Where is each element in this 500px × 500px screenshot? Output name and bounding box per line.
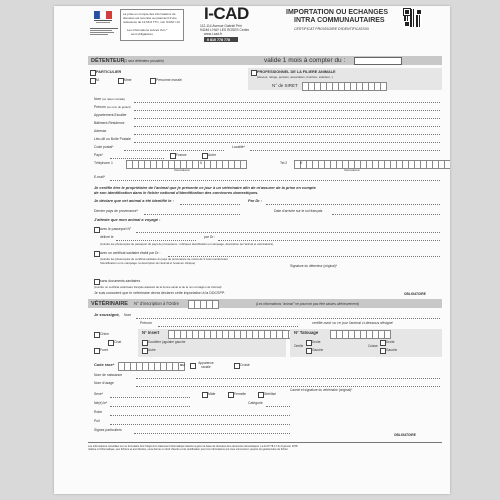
sans-documents-label: sans documents sanitaires bbox=[100, 279, 141, 283]
field-nom-label: Nom bbox=[94, 97, 102, 101]
sterilise-label: Stérilisé bbox=[264, 392, 277, 396]
nom-naissance-label: Nom de naissance bbox=[94, 373, 123, 377]
oreille-label: Oreille bbox=[294, 344, 304, 348]
tel2-label: Tel.2 bbox=[280, 161, 288, 165]
cachet-obligatoire: OBLIGATOIRE bbox=[394, 433, 416, 437]
sanitaire-note-1: (Joindre les photocopies du certificat sanitaire du pays de provenance de moins de 3 mois mentionnant bbox=[100, 257, 228, 261]
autre-pays-label: Autre bbox=[208, 153, 217, 157]
femelle-label: Femelle bbox=[234, 392, 247, 396]
batiment-input[interactable] bbox=[134, 126, 440, 127]
field-prenom-note: (ou nom du gérant) bbox=[106, 105, 131, 109]
vet-prenom-input[interactable] bbox=[158, 326, 298, 327]
nom-usage-input[interactable] bbox=[136, 386, 440, 387]
sans-documents-note: (Joindre un certificat vétérinaire français attestant de la bonne santé et de la non contagion de l'animal) bbox=[94, 285, 222, 289]
import-certificate-form bbox=[54, 6, 450, 494]
republic-logo bbox=[92, 10, 114, 24]
nom-naissance-input[interactable] bbox=[136, 378, 440, 379]
oreille-droite-label: Droite bbox=[312, 340, 321, 344]
siret-label: N° de SIRET bbox=[272, 83, 298, 88]
par-dr2-input[interactable] bbox=[218, 240, 440, 241]
phone-badge bbox=[204, 37, 238, 42]
signes-particuliers-input[interactable] bbox=[134, 433, 290, 434]
date-arrivee-label: Date d'arrivée sur le sol français bbox=[274, 209, 323, 213]
ne-le-input[interactable] bbox=[110, 406, 190, 407]
info-line-5: sont obligatoires bbox=[131, 32, 153, 36]
passeport-note: (Joindre les photocopies du passeport du pays de provenance : rubriques identification et marquage, description de l'animal et vaccinations) bbox=[100, 242, 274, 246]
sanitaire-note-2: l'identification ou le marquage, la description de l'animal et l'examen clinique) bbox=[100, 261, 196, 265]
dernier-pays-input[interactable] bbox=[144, 214, 240, 215]
field-nom bbox=[94, 97, 125, 101]
ordre-label: N° d'inscription à l'Ordre bbox=[134, 301, 179, 306]
phone-number: 0 810 778 778 bbox=[207, 37, 230, 42]
footer-line-1: Les informations recueillies sur ce formulaire font l'objet d'un traitement informatique destiné à gérer la base de données des carnivores domestiques. La loi N°78-17 du 6 janvier 1978 bbox=[88, 445, 298, 448]
info-line-4: Les informations suivies d'un * bbox=[127, 28, 168, 32]
sexe-input[interactable] bbox=[110, 397, 190, 398]
telephone2-zero: 0 bbox=[300, 160, 303, 165]
veterinaire-band bbox=[88, 299, 442, 308]
form-title-line2: INTRA COMMUNAUTAIRES bbox=[294, 17, 385, 24]
certif-line-2: de son identification dans le fichier national d'identification des carnivores domestiques. bbox=[94, 190, 259, 195]
code-postal-input[interactable] bbox=[124, 150, 224, 151]
qr-code-icon bbox=[404, 9, 422, 27]
field-lieu-dit: Lieu-dit ou Boîte Postale bbox=[94, 137, 131, 141]
atteste-label: J'atteste que mon animal a voyagé : bbox=[94, 217, 161, 222]
poil-label: Poil bbox=[94, 419, 100, 423]
dernier-pays-label: Dernier pays de provenance* bbox=[94, 209, 138, 213]
particulier-label: PARTICULIER bbox=[96, 70, 122, 74]
nom-input[interactable] bbox=[134, 102, 440, 103]
field-pays: Pays* bbox=[94, 153, 103, 157]
icad-logo: I-CAD bbox=[204, 6, 249, 23]
soussigne-label: Je soussigné, bbox=[94, 312, 120, 317]
field-appartement: Appartement-Escalier bbox=[94, 113, 127, 117]
vet-prenom-label: Prénom bbox=[140, 321, 152, 325]
info-line-3: redevance de 12,66 € TTC, voir ICOM I.13. bbox=[123, 20, 181, 24]
localite-input[interactable] bbox=[250, 150, 440, 151]
telephone1-zero: 0 bbox=[200, 160, 203, 165]
appartement-input[interactable] bbox=[134, 118, 440, 119]
par-dr2-label: par Dr : bbox=[204, 235, 216, 239]
footer-line-2: relative à l'informatique, aux fichiers et aux libertés, vous donne un droit d'accès et de rectification pour les informations qui vous concernent, auprès du gestionnaire du fichier. bbox=[88, 448, 289, 451]
certif-line-1: Je certifie être le propriétaire de l'animal que je présente ce jour à un vétérinaire afin de m'assurer de la prise en compte bbox=[94, 185, 316, 190]
sexe-label: Sexe* bbox=[94, 392, 104, 396]
insert-cells[interactable] bbox=[168, 330, 307, 337]
furet-label: Furet bbox=[100, 348, 108, 352]
nom-usage-label: Nom d'usage bbox=[94, 381, 114, 385]
code-race-label: Code race* bbox=[94, 362, 115, 367]
field-nom-note: (ou raison sociale) bbox=[102, 97, 125, 101]
info-line-2: données est soumise au paiement d'une bbox=[123, 16, 177, 20]
detenteur-note: (1 seul détenteur possible) bbox=[124, 58, 164, 63]
validity-text: valide 1 mois à compter du : bbox=[264, 57, 346, 64]
field-prenom bbox=[94, 105, 131, 109]
cachet-field[interactable] bbox=[288, 392, 440, 432]
delivre-input[interactable] bbox=[116, 240, 196, 241]
field-batiment: Bâtiment-Résidence bbox=[94, 121, 125, 125]
certifie-text: certifie avoir vu ce jour l'animal ci-dessous désigné bbox=[312, 321, 393, 325]
chat-label: Chat bbox=[114, 340, 122, 344]
validity-date-field[interactable] bbox=[354, 57, 402, 65]
telephone2-cells[interactable] bbox=[294, 160, 450, 167]
form-title-line1: IMPORTATION OU ECHANGES bbox=[286, 9, 389, 16]
mme-label: Mme bbox=[124, 78, 132, 82]
email-input[interactable] bbox=[110, 180, 440, 181]
certificat-sanitaire-label: avec un certificat sanitaire établi par Dr : bbox=[100, 251, 161, 255]
par-dr-input[interactable] bbox=[266, 204, 440, 205]
address-line-1: 112-114 Avenue Gabriel Péri bbox=[200, 24, 242, 28]
apparence-label: Apparence raciale bbox=[198, 361, 214, 369]
robe-label: Robe bbox=[94, 410, 103, 414]
gouttiere-label: Gouttière jugulaire gauche bbox=[148, 340, 186, 344]
signes-particuliers-label: Signes particuliers bbox=[94, 428, 122, 432]
cuisse-droite-label: Droite bbox=[386, 340, 395, 344]
tatouage-label: N° Tatouage bbox=[294, 330, 319, 335]
ordre-cells[interactable] bbox=[188, 300, 219, 307]
declare-date-input[interactable] bbox=[180, 204, 240, 205]
lieu-dit-input[interactable] bbox=[134, 142, 440, 143]
professionnel-note: (éleveur, refuge, pension, association, fourrière, toiletteur...) bbox=[257, 75, 334, 79]
vet-nom-input[interactable] bbox=[136, 318, 440, 319]
cachet-label: Cachet et signature du vétérinaire (original)* bbox=[290, 388, 353, 392]
m-label: M. bbox=[96, 78, 100, 82]
localite-label: Localité* bbox=[232, 145, 246, 149]
pays-input[interactable] bbox=[110, 158, 164, 159]
cuisse-gauche-label: Gauche bbox=[386, 348, 398, 352]
address-line-3: www.i-cad.fr bbox=[204, 32, 222, 36]
chien-label: Chien bbox=[100, 332, 109, 336]
footer-rule bbox=[88, 442, 442, 443]
telephone1-cells[interactable] bbox=[126, 160, 247, 167]
personne-morale-label: Personne morale bbox=[156, 78, 182, 82]
detenteur-title: DÉTENTEUR bbox=[91, 57, 125, 64]
ou-label: ou bbox=[180, 362, 185, 367]
passeport-input[interactable] bbox=[136, 232, 440, 233]
field-adresse: Adresse bbox=[94, 129, 107, 133]
field-prenom-label: Prénom bbox=[94, 105, 106, 109]
cuisse-label: Cuisse bbox=[368, 344, 378, 348]
siret-cells[interactable] bbox=[302, 82, 387, 89]
info-line-1: La prise en compte des informations de bbox=[123, 12, 176, 16]
info-box bbox=[120, 9, 184, 41]
france-label: France bbox=[176, 153, 187, 157]
field-telephone1: Téléphone 1 bbox=[94, 161, 113, 165]
form-subtitle: CERTIFICAT PROVISOIRE D'IDENTIFICATION bbox=[294, 27, 369, 31]
code-race-cells[interactable] bbox=[118, 362, 185, 369]
ne-le-label: Né(e) le* bbox=[94, 401, 108, 405]
email-label: E-mail* bbox=[94, 175, 105, 179]
vet-mention: (Les informations "animal" ne pourront pas être saisies ultérieurement) bbox=[256, 301, 359, 306]
signature-detenteur-label: Signature du détenteur (original)* bbox=[290, 264, 337, 268]
signature-obligatoire: OBLIGATOIRE bbox=[404, 292, 426, 296]
categorie-label: Catégorie bbox=[248, 401, 263, 405]
detenteur-band bbox=[88, 56, 442, 65]
adresse-input[interactable] bbox=[134, 134, 440, 135]
date-arrivee-input[interactable] bbox=[332, 214, 440, 215]
male-label: Mâle bbox=[208, 392, 216, 396]
vet-nom-label: Nom bbox=[124, 313, 132, 317]
insert-autre-label: Autre bbox=[148, 348, 156, 352]
prenom-input[interactable] bbox=[134, 110, 440, 111]
poil-input[interactable] bbox=[110, 424, 290, 425]
telephone2-international: International bbox=[344, 168, 360, 172]
tatouage-cells[interactable] bbox=[330, 330, 391, 337]
signature-detenteur-field[interactable] bbox=[288, 268, 440, 290]
telephone1-international: International bbox=[174, 168, 190, 172]
categorie-input[interactable] bbox=[266, 406, 290, 407]
field-code-postal: Code postal* bbox=[94, 145, 114, 149]
professionnel-label: PROFESSIONNEL DE LA FILIERE ANIMALE bbox=[257, 70, 336, 74]
oreille-gauche-label: Gauche bbox=[312, 348, 324, 352]
suis-conscient-text: Je suis conscient que le vétérinaire devra déclarer cette importation à la DDCSPP. bbox=[94, 291, 225, 295]
delivre-label: délivré le bbox=[100, 235, 114, 239]
address-line-2: 94246 L'HAY LES ROSES Cedex bbox=[200, 28, 250, 32]
robe-input[interactable] bbox=[110, 415, 290, 416]
ministry-caption bbox=[90, 27, 118, 36]
declare-label: Je déclare que cet animal a été identifié le : bbox=[94, 198, 174, 203]
veterinaire-title: VÉTÉRINAIRE bbox=[91, 300, 128, 307]
insert-label: N° Insert bbox=[142, 330, 160, 335]
par-dr-label: Par Dr : bbox=[248, 198, 263, 203]
passeport-label: avec le passeport N° bbox=[100, 227, 132, 231]
croise-label: Croisé bbox=[240, 363, 250, 367]
